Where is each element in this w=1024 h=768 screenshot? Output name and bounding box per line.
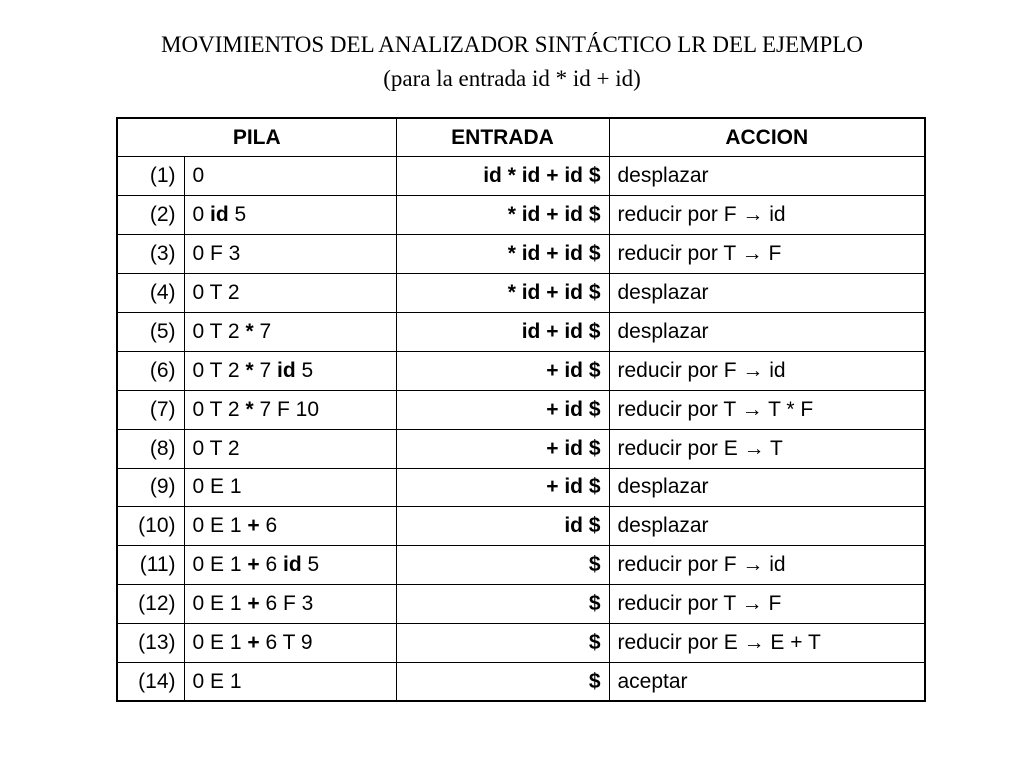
stack-cell: [184, 546, 396, 585]
stack-text: 5: [228, 203, 247, 227]
step-number: (10): [117, 507, 184, 546]
stack-symbol: *: [245, 397, 254, 421]
stack-text: 0 T 2: [192, 281, 240, 304]
stack-symbol: id: [283, 553, 302, 577]
stack-symbol: +: [247, 592, 260, 616]
action-cell: reducir por T → T * F: [609, 390, 925, 429]
stack-text: 0 T 2: [192, 436, 240, 460]
action-cell: desplazar: [609, 312, 925, 351]
stack-text: 0 E 1: [192, 553, 248, 577]
stack-text: 0 E 1: [192, 475, 242, 499]
action-cell: desplazar: [609, 274, 925, 313]
stack-cell: [184, 662, 396, 701]
input-cell: $: [396, 546, 609, 585]
stack-cell: [184, 429, 396, 468]
table-row: [117, 429, 925, 468]
header-entrada: ENTRADA: [396, 118, 609, 157]
stack-text: 0 E 1: [192, 631, 248, 655]
stack-text: 6: [259, 514, 278, 538]
table-row: [117, 390, 925, 429]
action-cell: reducir por F → id: [609, 351, 925, 390]
stack-text: 5: [301, 553, 320, 577]
stack-text: 0 T 2: [192, 319, 246, 343]
stack-symbol: id: [276, 358, 296, 382]
step-number: (2): [117, 196, 184, 235]
page-title: [0, 28, 1024, 96]
step-number: (11): [117, 546, 184, 585]
action-cell: reducir por F → id: [609, 546, 925, 585]
step-number: (12): [117, 585, 184, 624]
stack-symbol: +: [247, 631, 260, 655]
step-number: (3): [117, 235, 184, 274]
table-row: [117, 235, 925, 274]
step-number: (1): [117, 157, 184, 196]
stack-text: 6 F 3: [259, 592, 314, 616]
stack-symbol: id: [210, 203, 229, 227]
action-cell: reducir por E → E + T: [609, 624, 925, 663]
stack-text: 0 E 1: [192, 514, 248, 538]
action-cell: reducir por T → F: [609, 235, 925, 274]
title-line-2: (para la entrada id * id + id): [383, 66, 641, 91]
stack-symbol: +: [247, 553, 260, 577]
input-cell: * id + id $: [396, 235, 609, 274]
stack-text: 7: [253, 358, 277, 382]
stack-cell: [184, 507, 396, 546]
stack-cell: [184, 468, 396, 507]
table-header-row: [117, 118, 925, 157]
table-body: [117, 157, 925, 701]
stack-cell: [184, 235, 396, 274]
table-row: [117, 624, 925, 663]
stack-cell: [184, 390, 396, 429]
input-cell: + id $: [396, 429, 609, 468]
stack-text: 0 E 1: [192, 669, 242, 693]
step-number: (6): [117, 351, 184, 390]
table-row: [117, 468, 925, 507]
stack-cell: [184, 351, 396, 390]
stack-text: 6: [259, 553, 283, 577]
input-cell: + id $: [396, 390, 609, 429]
input-cell: + id $: [396, 351, 609, 390]
step-number: (9): [117, 468, 184, 507]
table-row: [117, 157, 925, 196]
stack-text: 6 T 9: [259, 631, 313, 655]
stack-text: 7 F 10: [253, 397, 319, 421]
step-number: (14): [117, 662, 184, 701]
table-row: [117, 662, 925, 701]
action-cell: desplazar: [609, 157, 925, 196]
step-number: (8): [117, 429, 184, 468]
stack-cell: [184, 624, 396, 663]
input-cell: $: [396, 624, 609, 663]
stack-text: 0 E 1: [192, 592, 248, 616]
stack-text: 0 F 3: [192, 242, 241, 266]
step-number: (13): [117, 624, 184, 663]
table-row: [117, 585, 925, 624]
parser-moves-table: [116, 117, 926, 702]
table-row: [117, 351, 925, 390]
step-number: (7): [117, 390, 184, 429]
step-number: (5): [117, 312, 184, 351]
step-number: (4): [117, 274, 184, 313]
header-accion: ACCION: [609, 118, 925, 157]
stack-text: 0: [192, 164, 205, 188]
input-cell: + id $: [396, 468, 609, 507]
header-pila: PILA: [117, 118, 396, 157]
stack-text: 7: [253, 319, 272, 343]
action-cell: reducir por T → F: [609, 585, 925, 624]
stack-text: 0 T 2: [192, 358, 246, 382]
table-row: [117, 274, 925, 313]
stack-cell: [184, 585, 396, 624]
input-cell: id $: [396, 507, 609, 546]
stack-symbol: *: [245, 319, 254, 343]
input-cell: * id + id $: [396, 196, 609, 235]
input-cell: $: [396, 585, 609, 624]
stack-cell: [184, 312, 396, 351]
stack-text: 0 T 2: [192, 397, 246, 421]
input-cell: $: [396, 662, 609, 701]
action-cell: aceptar: [609, 662, 925, 701]
table-row: [117, 312, 925, 351]
stack-cell: [184, 157, 396, 196]
action-cell: desplazar: [609, 507, 925, 546]
stack-cell: [184, 196, 396, 235]
stack-text: 5: [295, 358, 314, 382]
action-cell: desplazar: [609, 468, 925, 507]
stack-cell: [184, 274, 396, 313]
action-cell: reducir por F → id: [609, 196, 925, 235]
table-row: [117, 507, 925, 546]
stack-symbol: +: [247, 514, 260, 538]
stack-text: 0: [192, 203, 211, 227]
input-cell: id + id $: [396, 312, 609, 351]
input-cell: * id + id $: [396, 274, 609, 313]
stack-symbol: *: [245, 358, 254, 382]
table-row: [117, 546, 925, 585]
input-cell: id * id + id $: [396, 157, 609, 196]
table-row: [117, 196, 925, 235]
action-cell: reducir por E → T: [609, 429, 925, 468]
title-line-1: MOVIMIENTOS DEL ANALIZADOR SINTÁCTICO LR DEL EJEMPLO: [161, 32, 863, 57]
